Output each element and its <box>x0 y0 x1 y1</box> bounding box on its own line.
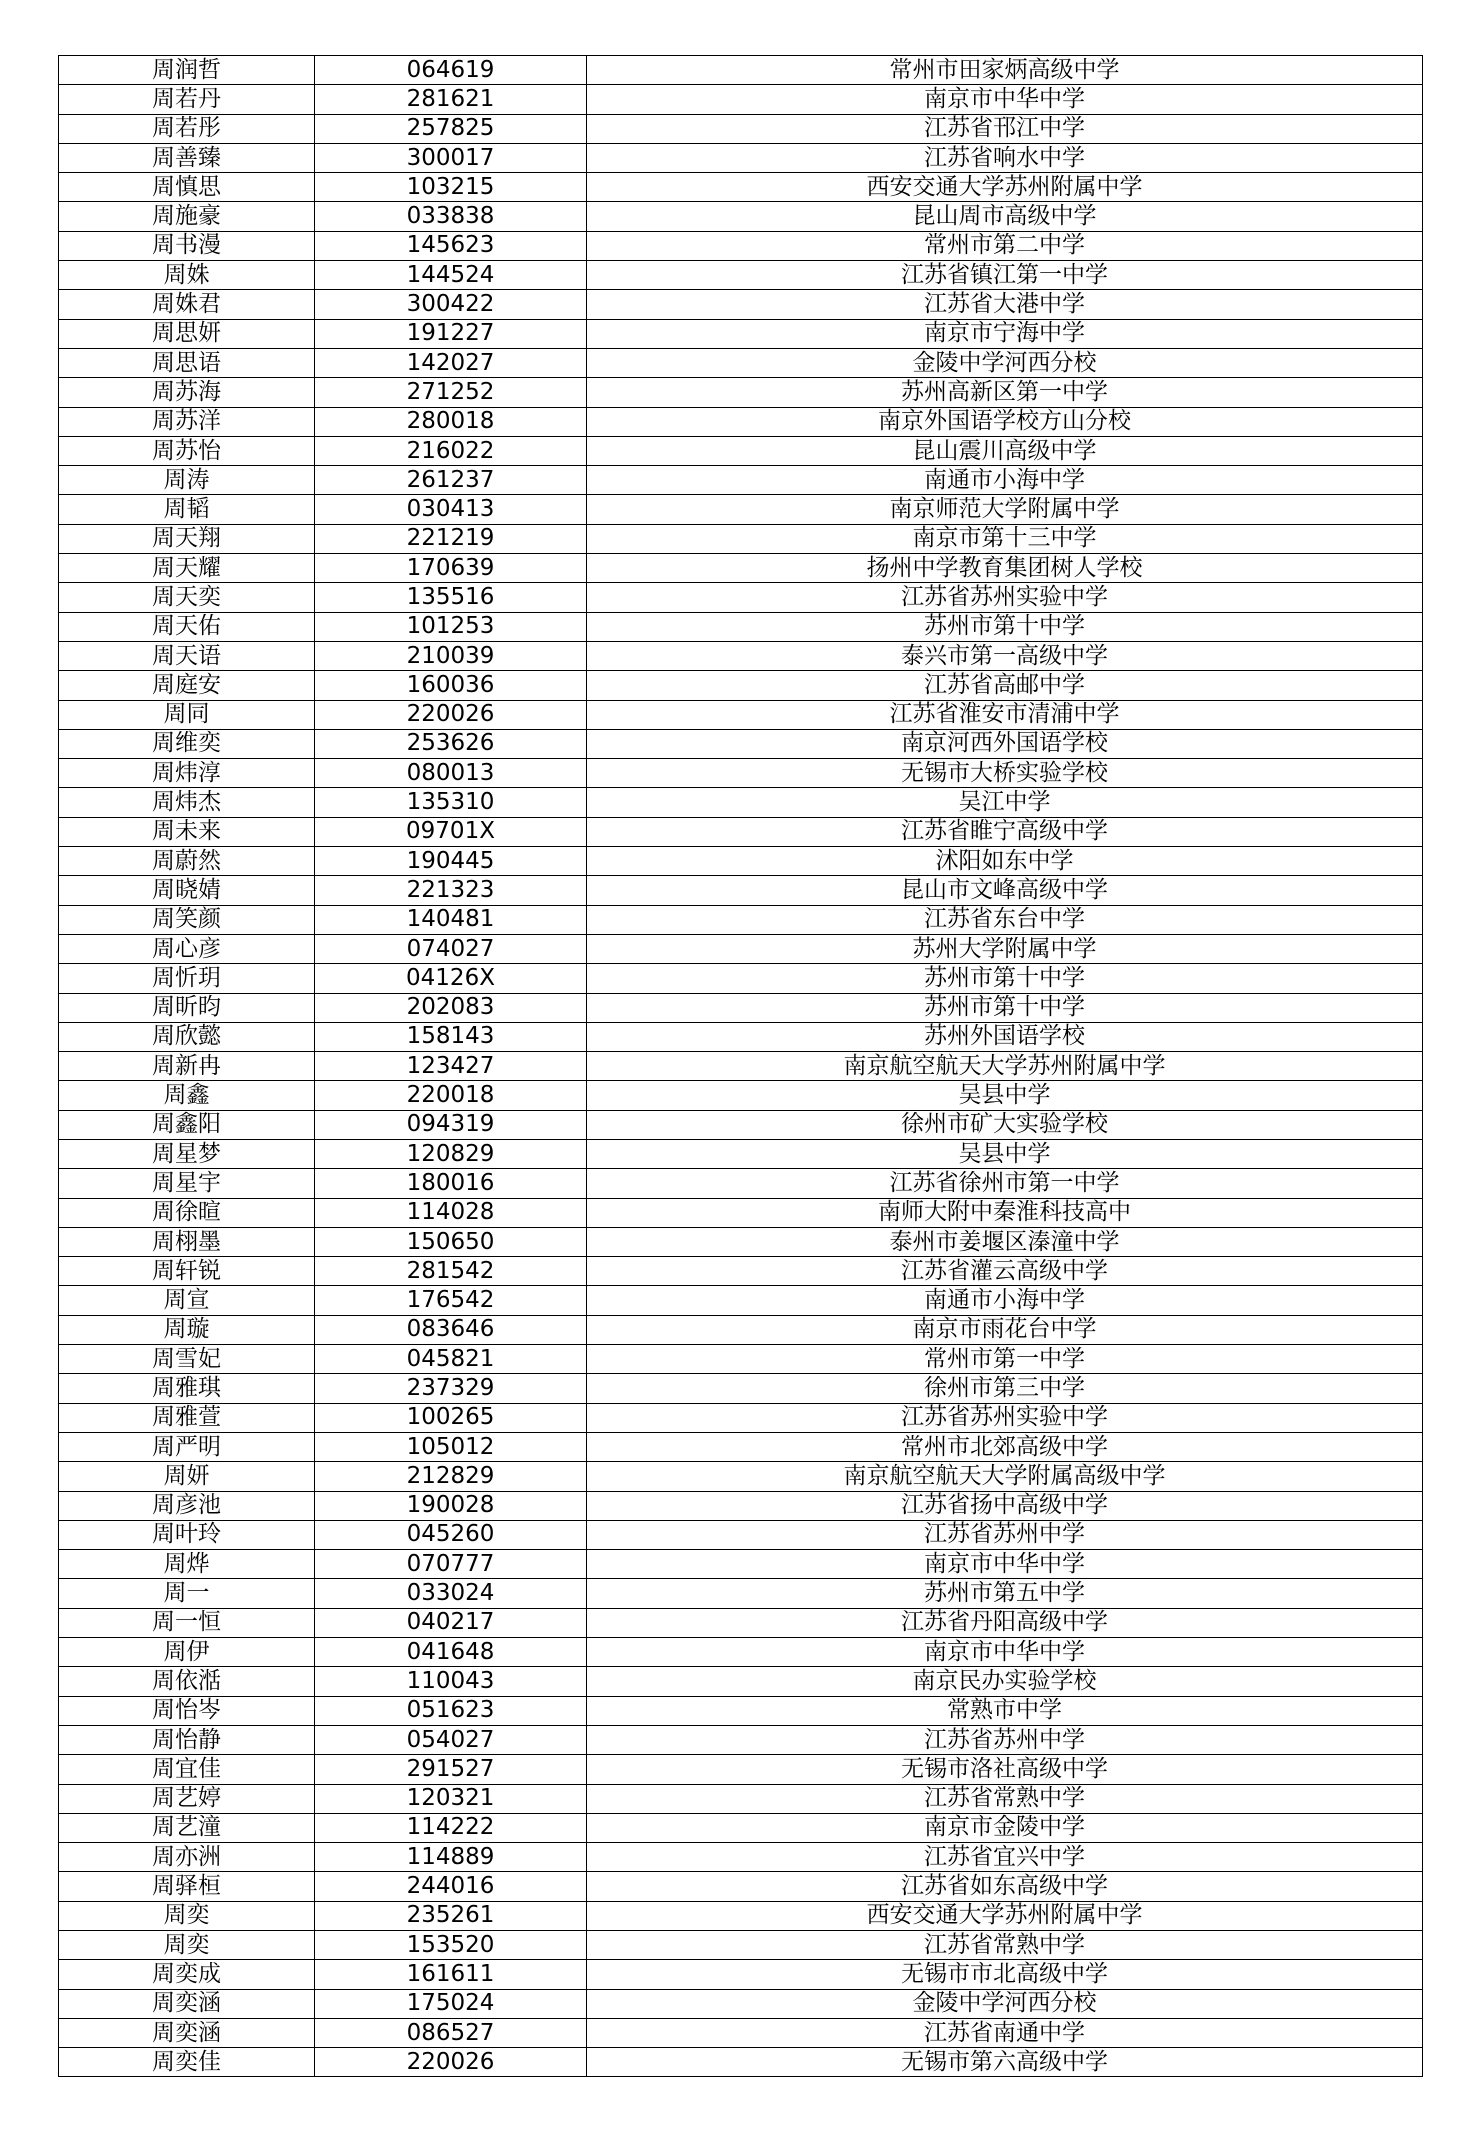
student-name-cell: 周心彦 <box>59 934 315 963</box>
student-name-cell: 周韬 <box>59 495 315 524</box>
student-id-cell: 261237 <box>315 466 587 495</box>
student-id-cell: 271252 <box>315 378 587 407</box>
student-id-cell: 040217 <box>315 1608 587 1637</box>
table-row <box>59 1755 1423 1784</box>
table-row <box>59 876 1423 905</box>
student-id-cell: 054027 <box>315 1725 587 1754</box>
student-id-cell: 100265 <box>315 1403 587 1432</box>
table-row <box>59 85 1423 114</box>
student-id-cell: 123427 <box>315 1052 587 1081</box>
student-id-cell: 114028 <box>315 1198 587 1227</box>
student-name-cell: 周慎思 <box>59 173 315 202</box>
table-row <box>59 905 1423 934</box>
student-name-cell: 周奕 <box>59 1901 315 1930</box>
table-row <box>59 554 1423 583</box>
school-name-cell: 南京师范大学附属中学 <box>587 495 1423 524</box>
student-id-cell: 080013 <box>315 759 587 788</box>
student-id-cell: 160036 <box>315 671 587 700</box>
school-name-cell: 泰兴市第一高级中学 <box>587 641 1423 670</box>
table-row <box>59 1169 1423 1198</box>
student-name-cell: 周涛 <box>59 466 315 495</box>
school-name-cell: 无锡市第六高级中学 <box>587 2048 1423 2077</box>
student-id-cell: 105012 <box>315 1432 587 1461</box>
school-name-cell: 江苏省淮安市清浦中学 <box>587 700 1423 729</box>
student-name-cell: 周艺婷 <box>59 1784 315 1813</box>
table-row <box>59 729 1423 758</box>
student-id-cell: 033024 <box>315 1579 587 1608</box>
student-id-cell: 070777 <box>315 1550 587 1579</box>
student-name-cell: 周依湉 <box>59 1667 315 1696</box>
table-row <box>59 524 1423 553</box>
table-row <box>59 1550 1423 1579</box>
school-name-cell: 南京航空航天大学附属高级中学 <box>587 1462 1423 1491</box>
table-row <box>59 1198 1423 1227</box>
student-name-cell: 周亦洲 <box>59 1843 315 1872</box>
table-row <box>59 143 1423 172</box>
student-id-cell: 244016 <box>315 1872 587 1901</box>
table-row <box>59 1813 1423 1842</box>
student-id-cell: 281621 <box>315 85 587 114</box>
student-id-cell: 161611 <box>315 1960 587 1989</box>
table-row <box>59 964 1423 993</box>
school-name-cell: 江苏省高邮中学 <box>587 671 1423 700</box>
table-row <box>59 1931 1423 1960</box>
table-row <box>59 2018 1423 2047</box>
student-name-cell: 周鑫 <box>59 1081 315 1110</box>
student-name-cell: 周星宇 <box>59 1169 315 1198</box>
table-row <box>59 759 1423 788</box>
school-name-cell: 江苏省徐州市第一中学 <box>587 1169 1423 1198</box>
student-id-cell: 180016 <box>315 1169 587 1198</box>
student-id-cell: 09701X <box>315 817 587 846</box>
student-name-cell: 周怡岑 <box>59 1696 315 1725</box>
student-id-cell: 033838 <box>315 202 587 231</box>
school-name-cell: 江苏省苏州中学 <box>587 1725 1423 1754</box>
student-name-cell: 周奕佳 <box>59 2048 315 2077</box>
student-id-cell: 190028 <box>315 1491 587 1520</box>
school-name-cell: 苏州大学附属中学 <box>587 934 1423 963</box>
school-name-cell: 昆山市文峰高级中学 <box>587 876 1423 905</box>
school-name-cell: 扬州中学教育集团树人学校 <box>587 554 1423 583</box>
student-id-cell: 051623 <box>315 1696 587 1725</box>
student-name-cell: 周施豪 <box>59 202 315 231</box>
student-name-cell: 周徐暄 <box>59 1198 315 1227</box>
roster-body <box>59 56 1423 2077</box>
roster-table <box>58 55 1423 2077</box>
student-id-cell: 191227 <box>315 319 587 348</box>
school-name-cell: 南京市雨花台中学 <box>587 1315 1423 1344</box>
student-id-cell: 150650 <box>315 1227 587 1256</box>
student-id-cell: 04126X <box>315 964 587 993</box>
school-name-cell: 江苏省宜兴中学 <box>587 1843 1423 1872</box>
student-id-cell: 110043 <box>315 1667 587 1696</box>
school-name-cell: 泰州市姜堰区溱潼中学 <box>587 1227 1423 1256</box>
student-id-cell: 030413 <box>315 495 587 524</box>
school-name-cell: 南京市金陵中学 <box>587 1813 1423 1842</box>
student-id-cell: 220018 <box>315 1081 587 1110</box>
student-name-cell: 周叶玲 <box>59 1520 315 1549</box>
student-name-cell: 周雅萱 <box>59 1403 315 1432</box>
school-name-cell: 江苏省睢宁高级中学 <box>587 817 1423 846</box>
student-name-cell: 周姝 <box>59 261 315 290</box>
student-id-cell: 153520 <box>315 1931 587 1960</box>
table-row <box>59 290 1423 319</box>
school-name-cell: 西安交通大学苏州附属中学 <box>587 1901 1423 1930</box>
table-row <box>59 378 1423 407</box>
student-name-cell: 周炜杰 <box>59 788 315 817</box>
table-row <box>59 202 1423 231</box>
student-name-cell: 周炜淳 <box>59 759 315 788</box>
school-name-cell: 江苏省扬中高级中学 <box>587 1491 1423 1520</box>
student-id-cell: 221323 <box>315 876 587 905</box>
student-name-cell: 周苏海 <box>59 378 315 407</box>
student-name-cell: 周严明 <box>59 1432 315 1461</box>
table-row <box>59 1872 1423 1901</box>
school-name-cell: 南通市小海中学 <box>587 1286 1423 1315</box>
school-name-cell: 常州市田家炳高级中学 <box>587 56 1423 85</box>
school-name-cell: 南京市中华中学 <box>587 85 1423 114</box>
student-name-cell: 周奕涵 <box>59 1989 315 2018</box>
student-name-cell: 周奕涵 <box>59 2018 315 2047</box>
school-name-cell: 无锡市洛社高级中学 <box>587 1755 1423 1784</box>
table-row <box>59 934 1423 963</box>
table-row <box>59 1608 1423 1637</box>
student-name-cell: 周维奕 <box>59 729 315 758</box>
student-name-cell: 周怡静 <box>59 1725 315 1754</box>
table-row <box>59 2048 1423 2077</box>
student-name-cell: 周笑颜 <box>59 905 315 934</box>
school-name-cell: 苏州高新区第一中学 <box>587 378 1423 407</box>
table-row <box>59 1696 1423 1725</box>
student-id-cell: 175024 <box>315 1989 587 2018</box>
school-name-cell: 江苏省苏州实验中学 <box>587 1403 1423 1432</box>
table-row <box>59 1784 1423 1813</box>
school-name-cell: 南师大附中秦淮科技高中 <box>587 1198 1423 1227</box>
student-name-cell: 周天翔 <box>59 524 315 553</box>
table-row <box>59 1520 1423 1549</box>
student-id-cell: 114222 <box>315 1813 587 1842</box>
table-row <box>59 1638 1423 1667</box>
student-name-cell: 周庭安 <box>59 671 315 700</box>
student-name-cell: 周苏洋 <box>59 407 315 436</box>
student-id-cell: 216022 <box>315 436 587 465</box>
school-name-cell: 江苏省镇江第一中学 <box>587 261 1423 290</box>
student-name-cell: 周星梦 <box>59 1139 315 1168</box>
student-id-cell: 220026 <box>315 2048 587 2077</box>
table-row <box>59 1286 1423 1315</box>
table-row <box>59 1227 1423 1256</box>
table-row <box>59 1901 1423 1930</box>
student-id-cell: 300422 <box>315 290 587 319</box>
student-name-cell: 周奕成 <box>59 1960 315 1989</box>
school-name-cell: 南京市宁海中学 <box>587 319 1423 348</box>
student-id-cell: 280018 <box>315 407 587 436</box>
table-row <box>59 407 1423 436</box>
student-name-cell: 周润哲 <box>59 56 315 85</box>
student-id-cell: 064619 <box>315 56 587 85</box>
school-name-cell: 昆山震川高级中学 <box>587 436 1423 465</box>
student-id-cell: 210039 <box>315 641 587 670</box>
table-row <box>59 671 1423 700</box>
school-name-cell: 苏州市第十中学 <box>587 612 1423 641</box>
school-name-cell: 江苏省南通中学 <box>587 2018 1423 2047</box>
student-name-cell: 周奕 <box>59 1931 315 1960</box>
school-name-cell: 江苏省大港中学 <box>587 290 1423 319</box>
student-id-cell: 300017 <box>315 143 587 172</box>
school-name-cell: 沭阳如东中学 <box>587 847 1423 876</box>
school-name-cell: 常州市第一中学 <box>587 1345 1423 1374</box>
student-id-cell: 120321 <box>315 1784 587 1813</box>
table-row <box>59 612 1423 641</box>
school-name-cell: 无锡市市北高级中学 <box>587 1960 1423 1989</box>
student-id-cell: 045260 <box>315 1520 587 1549</box>
school-name-cell: 常州市第二中学 <box>587 231 1423 260</box>
table-row <box>59 1257 1423 1286</box>
student-id-cell: 083646 <box>315 1315 587 1344</box>
student-id-cell: 094319 <box>315 1110 587 1139</box>
table-row <box>59 1403 1423 1432</box>
student-id-cell: 045821 <box>315 1345 587 1374</box>
student-name-cell: 周苏怡 <box>59 436 315 465</box>
student-id-cell: 135310 <box>315 788 587 817</box>
school-name-cell: 吴县中学 <box>587 1139 1423 1168</box>
table-row <box>59 1374 1423 1403</box>
student-name-cell: 周新冉 <box>59 1052 315 1081</box>
student-name-cell: 周天佑 <box>59 612 315 641</box>
student-id-cell: 190445 <box>315 847 587 876</box>
school-name-cell: 江苏省常熟中学 <box>587 1784 1423 1813</box>
student-name-cell: 周欣懿 <box>59 1022 315 1051</box>
school-name-cell: 西安交通大学苏州附属中学 <box>587 173 1423 202</box>
student-name-cell: 周天语 <box>59 641 315 670</box>
student-id-cell: 237329 <box>315 1374 587 1403</box>
student-name-cell: 周思语 <box>59 348 315 377</box>
student-name-cell: 周蔚然 <box>59 847 315 876</box>
student-name-cell: 周若丹 <box>59 85 315 114</box>
student-name-cell: 周一 <box>59 1579 315 1608</box>
student-id-cell: 220026 <box>315 700 587 729</box>
table-row <box>59 700 1423 729</box>
student-id-cell: 041648 <box>315 1638 587 1667</box>
student-name-cell: 周书漫 <box>59 231 315 260</box>
student-id-cell: 120829 <box>315 1139 587 1168</box>
student-id-cell: 144524 <box>315 261 587 290</box>
student-name-cell: 周天奕 <box>59 583 315 612</box>
student-id-cell: 140481 <box>315 905 587 934</box>
table-row <box>59 1052 1423 1081</box>
school-name-cell: 江苏省灌云高级中学 <box>587 1257 1423 1286</box>
school-name-cell: 南通市小海中学 <box>587 466 1423 495</box>
student-name-cell: 周雅琪 <box>59 1374 315 1403</box>
table-row <box>59 1579 1423 1608</box>
student-name-cell: 周善臻 <box>59 143 315 172</box>
student-id-cell: 101253 <box>315 612 587 641</box>
table-row <box>59 847 1423 876</box>
student-name-cell: 周宜佳 <box>59 1755 315 1784</box>
table-row <box>59 56 1423 85</box>
student-name-cell: 周若彤 <box>59 114 315 143</box>
student-id-cell: 202083 <box>315 993 587 1022</box>
table-row <box>59 1491 1423 1520</box>
table-row <box>59 1315 1423 1344</box>
school-name-cell: 江苏省如东高级中学 <box>587 1872 1423 1901</box>
student-id-cell: 170639 <box>315 554 587 583</box>
student-id-cell: 145623 <box>315 231 587 260</box>
student-name-cell: 周雪妃 <box>59 1345 315 1374</box>
student-name-cell: 周烨 <box>59 1550 315 1579</box>
student-name-cell: 周晓婧 <box>59 876 315 905</box>
school-name-cell: 苏州市第十中学 <box>587 964 1423 993</box>
student-id-cell: 257825 <box>315 114 587 143</box>
school-name-cell: 吴江中学 <box>587 788 1423 817</box>
school-name-cell: 江苏省东台中学 <box>587 905 1423 934</box>
student-name-cell: 周天耀 <box>59 554 315 583</box>
table-row <box>59 1960 1423 1989</box>
school-name-cell: 苏州市第五中学 <box>587 1579 1423 1608</box>
table-row <box>59 1139 1423 1168</box>
school-name-cell: 南京市中华中学 <box>587 1638 1423 1667</box>
school-name-cell: 常州市北郊高级中学 <box>587 1432 1423 1461</box>
table-row <box>59 231 1423 260</box>
table-row <box>59 1022 1423 1051</box>
school-name-cell: 苏州外国语学校 <box>587 1022 1423 1051</box>
student-id-cell: 212829 <box>315 1462 587 1491</box>
table-row <box>59 319 1423 348</box>
school-name-cell: 江苏省常熟中学 <box>587 1931 1423 1960</box>
student-id-cell: 291527 <box>315 1755 587 1784</box>
table-row <box>59 817 1423 846</box>
table-row <box>59 261 1423 290</box>
school-name-cell: 常熟市中学 <box>587 1696 1423 1725</box>
table-row <box>59 641 1423 670</box>
student-id-cell: 253626 <box>315 729 587 758</box>
student-name-cell: 周彦池 <box>59 1491 315 1520</box>
school-name-cell: 苏州市第十中学 <box>587 993 1423 1022</box>
table-row <box>59 1667 1423 1696</box>
student-name-cell: 周昕昀 <box>59 993 315 1022</box>
school-name-cell: 江苏省苏州中学 <box>587 1520 1423 1549</box>
school-name-cell: 无锡市大桥实验学校 <box>587 759 1423 788</box>
student-name-cell: 周栩墨 <box>59 1227 315 1256</box>
student-name-cell: 周艺潼 <box>59 1813 315 1842</box>
school-name-cell: 金陵中学河西分校 <box>587 1989 1423 2018</box>
table-row <box>59 114 1423 143</box>
table-row <box>59 436 1423 465</box>
student-name-cell: 周忻玥 <box>59 964 315 993</box>
student-name-cell: 周伊 <box>59 1638 315 1667</box>
table-row <box>59 1081 1423 1110</box>
school-name-cell: 江苏省邗江中学 <box>587 114 1423 143</box>
table-row <box>59 173 1423 202</box>
student-id-cell: 281542 <box>315 1257 587 1286</box>
student-name-cell: 周轩锐 <box>59 1257 315 1286</box>
table-row <box>59 993 1423 1022</box>
student-name-cell: 周姝君 <box>59 290 315 319</box>
school-name-cell: 南京市中华中学 <box>587 1550 1423 1579</box>
student-id-cell: 158143 <box>315 1022 587 1051</box>
school-name-cell: 吴县中学 <box>587 1081 1423 1110</box>
student-id-cell: 086527 <box>315 2018 587 2047</box>
table-row <box>59 1462 1423 1491</box>
student-id-cell: 074027 <box>315 934 587 963</box>
school-name-cell: 南京民办实验学校 <box>587 1667 1423 1696</box>
school-name-cell: 徐州市第三中学 <box>587 1374 1423 1403</box>
table-row <box>59 1432 1423 1461</box>
school-name-cell: 江苏省丹阳高级中学 <box>587 1608 1423 1637</box>
student-id-cell: 176542 <box>315 1286 587 1315</box>
table-row <box>59 1989 1423 2018</box>
table-row <box>59 1345 1423 1374</box>
table-row <box>59 788 1423 817</box>
school-name-cell: 江苏省响水中学 <box>587 143 1423 172</box>
table-row <box>59 1725 1423 1754</box>
school-name-cell: 南京河西外国语学校 <box>587 729 1423 758</box>
student-id-cell: 103215 <box>315 173 587 202</box>
school-name-cell: 南京航空航天大学苏州附属中学 <box>587 1052 1423 1081</box>
table-row <box>59 583 1423 612</box>
student-id-cell: 135516 <box>315 583 587 612</box>
school-name-cell: 南京市第十三中学 <box>587 524 1423 553</box>
table-row <box>59 348 1423 377</box>
table-row <box>59 495 1423 524</box>
table-row <box>59 466 1423 495</box>
student-name-cell: 周驿桓 <box>59 1872 315 1901</box>
student-name-cell: 周鑫阳 <box>59 1110 315 1139</box>
school-name-cell: 江苏省苏州实验中学 <box>587 583 1423 612</box>
student-id-cell: 114889 <box>315 1843 587 1872</box>
student-name-cell: 周宣 <box>59 1286 315 1315</box>
student-name-cell: 周思妍 <box>59 319 315 348</box>
school-name-cell: 金陵中学河西分校 <box>587 348 1423 377</box>
school-name-cell: 南京外国语学校方山分校 <box>587 407 1423 436</box>
student-id-cell: 235261 <box>315 1901 587 1930</box>
student-name-cell: 周璇 <box>59 1315 315 1344</box>
school-name-cell: 徐州市矿大实验学校 <box>587 1110 1423 1139</box>
student-name-cell: 周妍 <box>59 1462 315 1491</box>
student-name-cell: 周一恒 <box>59 1608 315 1637</box>
student-name-cell: 周同 <box>59 700 315 729</box>
school-name-cell: 昆山周市高级中学 <box>587 202 1423 231</box>
student-id-cell: 142027 <box>315 348 587 377</box>
table-row <box>59 1110 1423 1139</box>
student-id-cell: 221219 <box>315 524 587 553</box>
table-row <box>59 1843 1423 1872</box>
student-name-cell: 周未来 <box>59 817 315 846</box>
